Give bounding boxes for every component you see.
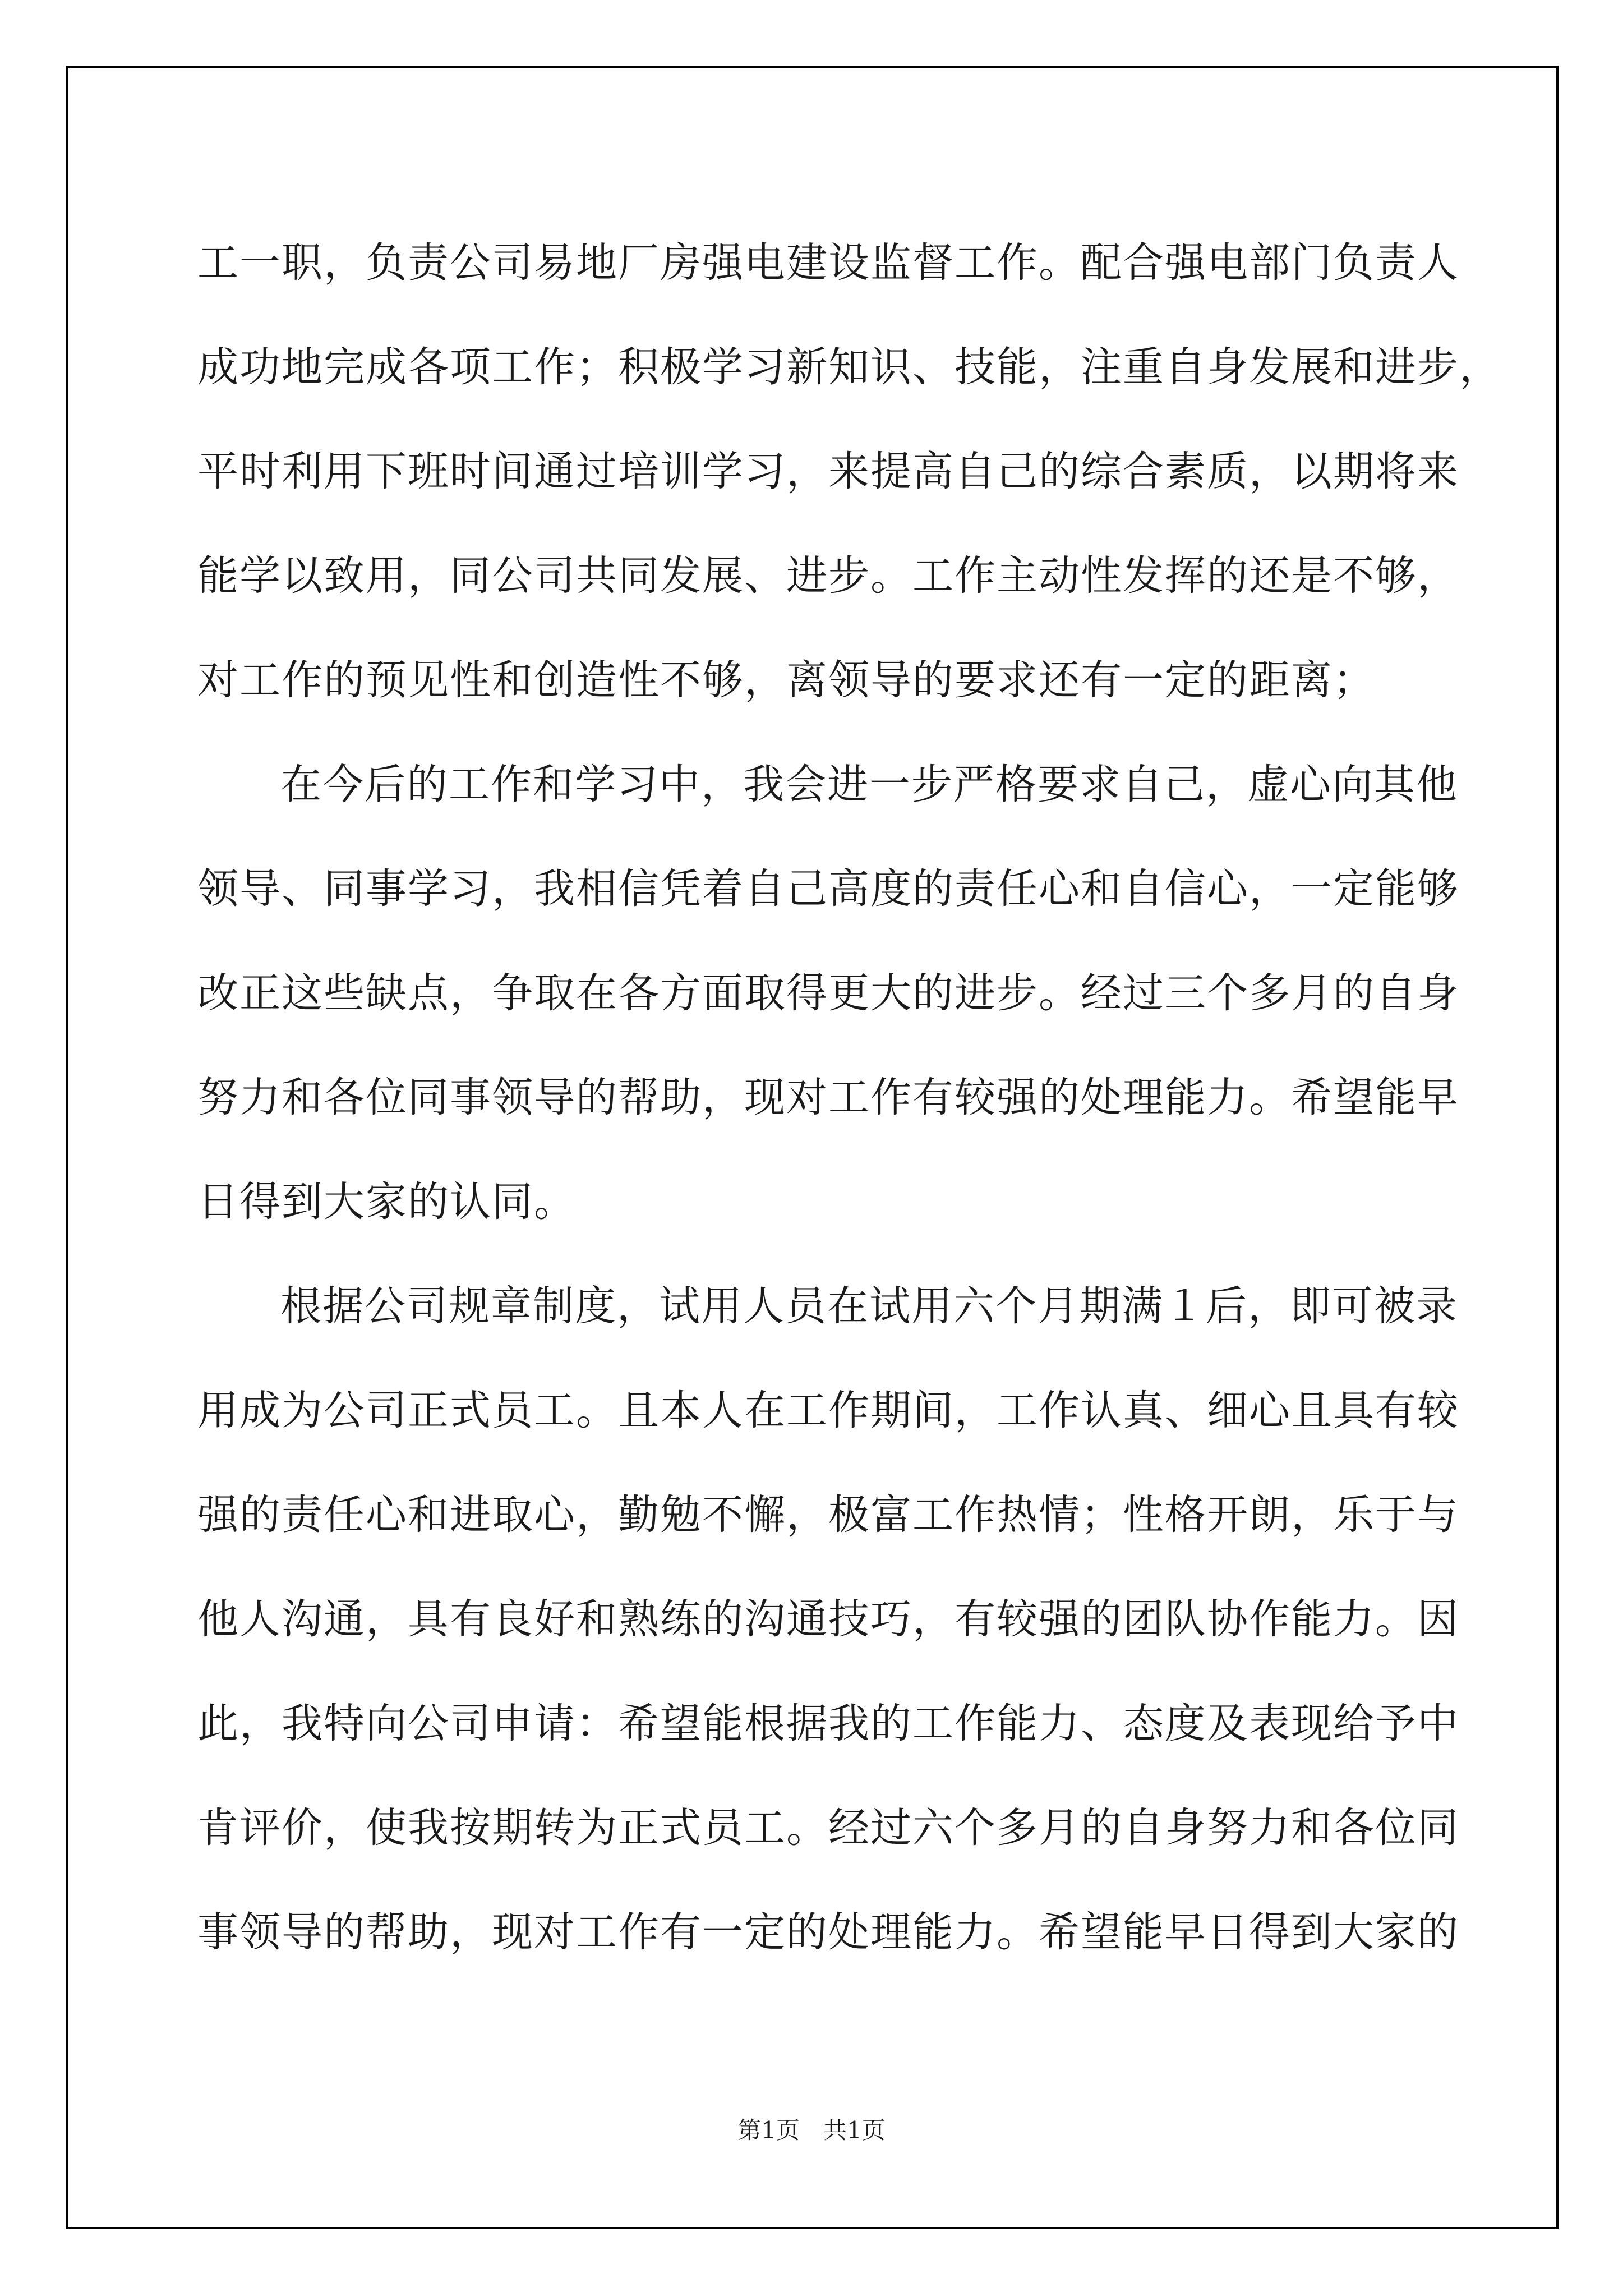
text-line: 强的责任心和进取心，勤勉不懈，极富工作热情；性格开朗，乐于与 bbox=[197, 1491, 1459, 1539]
text-line: 能学以致用，同公司共同发展、进步。工作主动性发挥的还是不够， bbox=[197, 552, 1459, 600]
paragraph-2 bbox=[197, 733, 1459, 1254]
text-line: 在今后的工作和学习中，我会进一步严格要求自己，虚心向其他 bbox=[280, 761, 1458, 808]
text-line: 肯评价，使我按期转为正式员工。经过六个多月的自身努力和各位同 bbox=[197, 1804, 1459, 1852]
text-line: 改正这些缺点，争取在各方面取得更大的进步。经过三个多月的自身 bbox=[197, 969, 1459, 1017]
text-line: 用成为公司正式员工。且本人在工作期间，工作认真、细心且具有较 bbox=[197, 1387, 1459, 1434]
paragraph-1 bbox=[197, 211, 1501, 733]
text-line: 根据公司规章制度，试用人员在试用六个月期满１后，即可被录 bbox=[280, 1282, 1458, 1330]
text-line: 努力和各位同事领导的帮助，现对工作有较强的处理能力。希望能早 bbox=[197, 1074, 1459, 1121]
text-line: 他人沟通，具有良好和熟练的沟通技巧，有较强的团队协作能力。因 bbox=[197, 1595, 1459, 1643]
document-body bbox=[197, 211, 1501, 1985]
text-line: 成功地完成各项工作；积极学习新知识、技能，注重自身发展和进步， bbox=[197, 343, 1501, 391]
text-line: 平时利用下班时间通过培训学习，来提高自己的综合素质，以期将来 bbox=[197, 448, 1459, 495]
text-line: 此，我特向公司申请：希望能根据我的工作能力、态度及表现给予中 bbox=[197, 1700, 1459, 1747]
text-line: 对工作的预见性和创造性不够，离领导的要求还有一定的距离； bbox=[197, 656, 1375, 704]
text-line: 工一职，负责公司易地厂房强电建设监督工作。配合强电部门负责人 bbox=[197, 239, 1459, 287]
text-line: 领导、同事学习，我相信凭着自己高度的责任心和自信心，一定能够 bbox=[197, 865, 1459, 913]
text-line: 日得到大家的认同。 bbox=[197, 1178, 576, 1226]
page-number-footer: 第1页 共1页 bbox=[737, 2116, 886, 2144]
text-line: 事领导的帮助，现对工作有一定的处理能力。希望能早日得到大家的 bbox=[197, 1908, 1459, 1956]
paragraph-3 bbox=[197, 1254, 1459, 1985]
